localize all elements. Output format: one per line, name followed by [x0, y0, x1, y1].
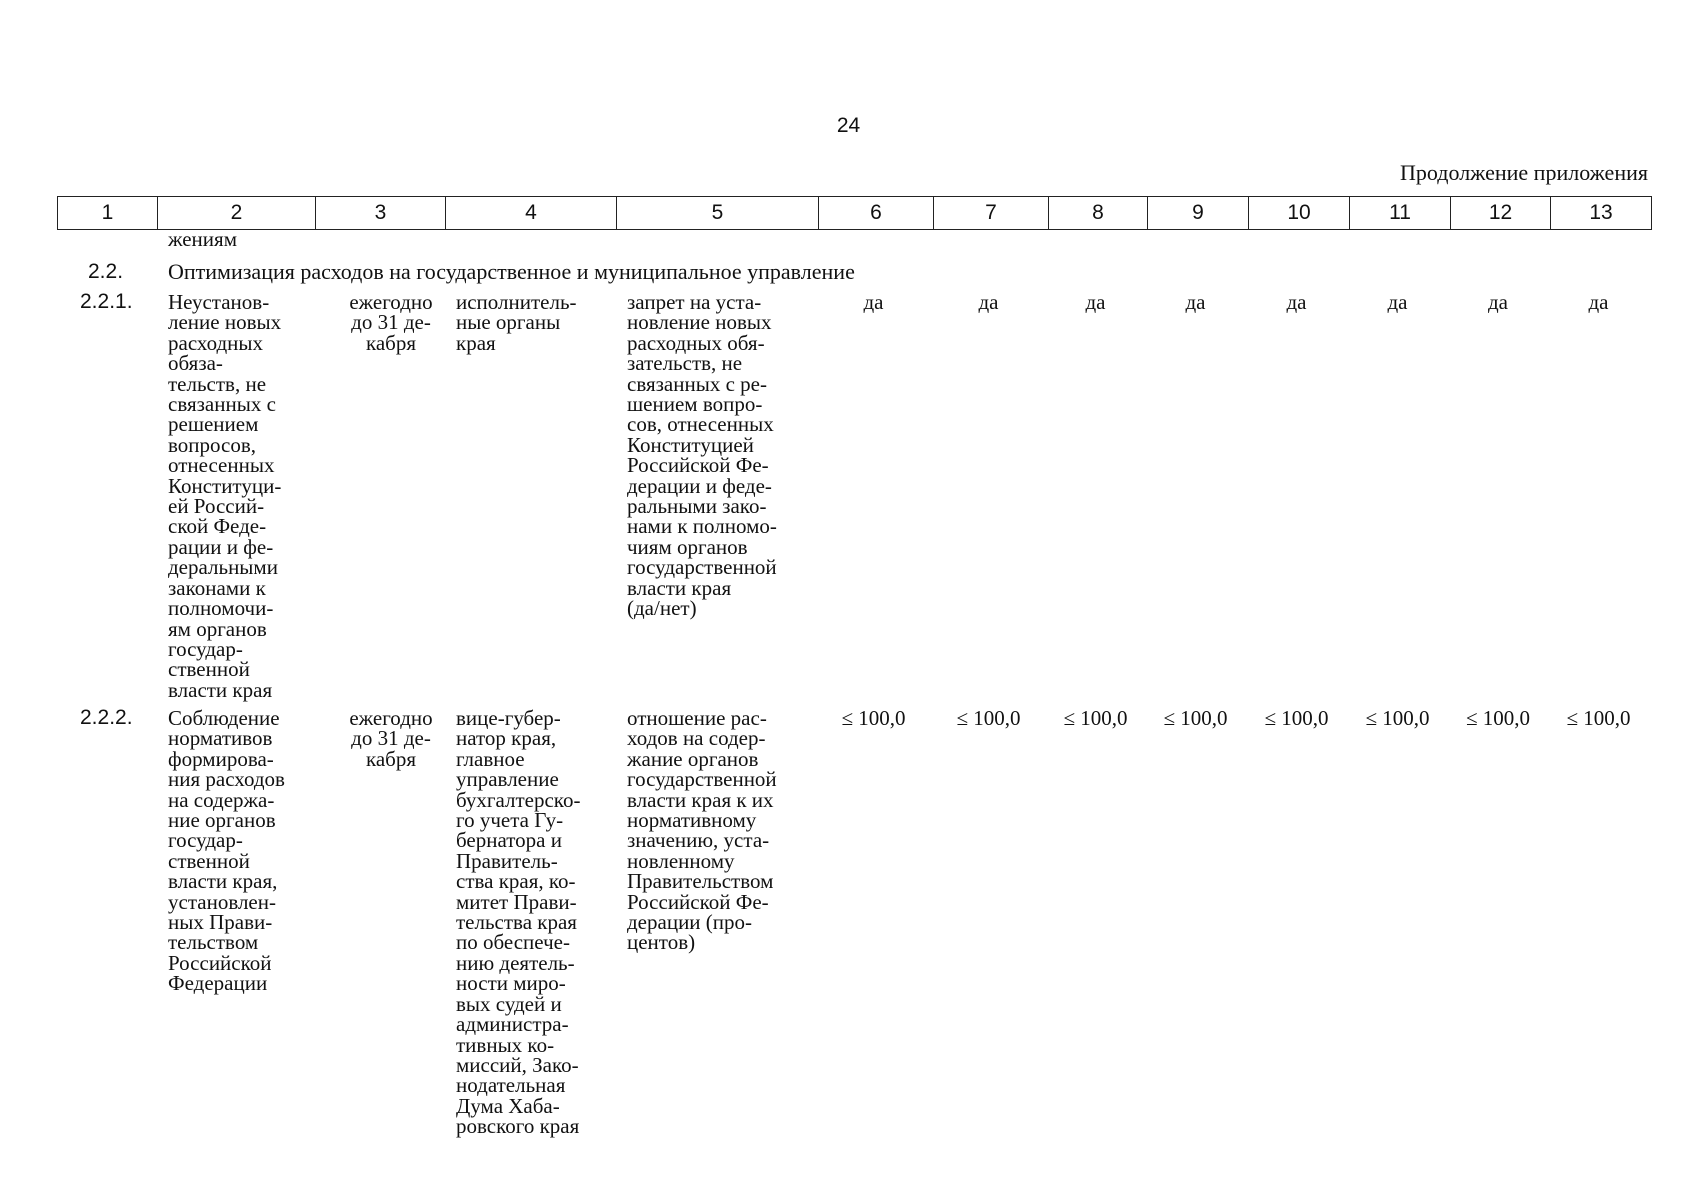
column-number: 10: [1249, 197, 1350, 230]
value-cell: ≤ 100,0: [956, 706, 1021, 730]
section-number: 2.2.: [88, 260, 124, 283]
value-cell: да: [978, 290, 999, 314]
value-cell: да: [1185, 290, 1206, 314]
column-number: 3: [316, 197, 446, 230]
column-number: 2: [158, 197, 316, 230]
executors-text: исполнитель- ные органы края: [456, 290, 577, 355]
continuation-label: Продолжение приложения: [1400, 160, 1648, 185]
value-cell: да: [863, 290, 884, 314]
value-cell: ≤ 100,0: [1465, 706, 1531, 730]
column-number: 11: [1350, 197, 1451, 230]
indicator-text: запрет на уста- новление новых расходных обя- зательств, не связанных с ре- шением вопро- сов, отнесенных Конституцией Российской Фе- дерации и феде- ральными зако- нами к полномо- чиям органов государственной власти края (да/нет): [627, 290, 777, 621]
value-cell: да: [1487, 290, 1508, 314]
row-number: 2.2.2.: [80, 706, 133, 729]
value-cell: ≤ 100,0: [1264, 706, 1329, 730]
value-cell: да: [1387, 290, 1408, 314]
row-number: 2.2.1.: [80, 290, 133, 313]
deadline-text: ежегодно до 31 де- кабря: [349, 290, 433, 355]
value-cell: ≤ 100,0: [1566, 706, 1631, 730]
value-cell: ≤ 100,0: [1063, 706, 1128, 730]
column-number: 9: [1148, 197, 1249, 230]
column-number-header: [57, 196, 1652, 230]
measure-text: Неустанов- ление новых расходных обяза- тельств, не связанных с решением вопросов, отнесенных Конституци- ей Россий- ской Феде- рации и фе- деральными законами к полномочи- ям органов государ- ственной власти края: [168, 290, 282, 702]
value-cell: да: [1588, 290, 1609, 314]
column-number: 1: [58, 197, 158, 230]
value-cell: да: [1085, 290, 1106, 314]
column-number: 12: [1451, 197, 1551, 230]
value-cell: ≤ 100,0: [1163, 706, 1228, 730]
column-number: 8: [1049, 197, 1148, 230]
section-title: Оптимизация расходов на государственное и муниципальное управление: [168, 259, 855, 284]
value-cell: ≤ 100,0: [1365, 706, 1430, 730]
column-number: 5: [617, 197, 819, 230]
value-cell: да: [1286, 290, 1307, 314]
carry-over-text: жениям: [168, 227, 237, 251]
measure-text: Соблюдение нормативов формирова- ния расходов на содержа- ние органов государ- ственной власти края, установлен- ных Прави- тельством Российской Федерации: [168, 706, 285, 996]
executors-text: вице-губер- натор края, главное управление бухгалтерско- го учета Гу- бернатора и Правитель- ства края, ко- митет Прави- тельства края по обеспече- нию деятель- ности миро- вых судей и администра- тивных ко- миссий, Зако- нодательная Дума Хаба- ровского края: [456, 706, 581, 1139]
indicator-text: отношение рас- ходов на содер- жание органов государственной власти края к их нормативному значению, уста- новленному Правительством Российской Фе- дерации (про- центов): [627, 706, 777, 955]
column-number: 13: [1551, 197, 1652, 230]
column-number: 6: [819, 197, 934, 230]
value-cell: ≤ 100,0: [841, 706, 906, 730]
page-number: 24: [836, 114, 861, 137]
column-number: 7: [934, 197, 1049, 230]
column-number: 4: [446, 197, 617, 230]
deadline-text: ежегодно до 31 де- кабря: [349, 706, 433, 771]
